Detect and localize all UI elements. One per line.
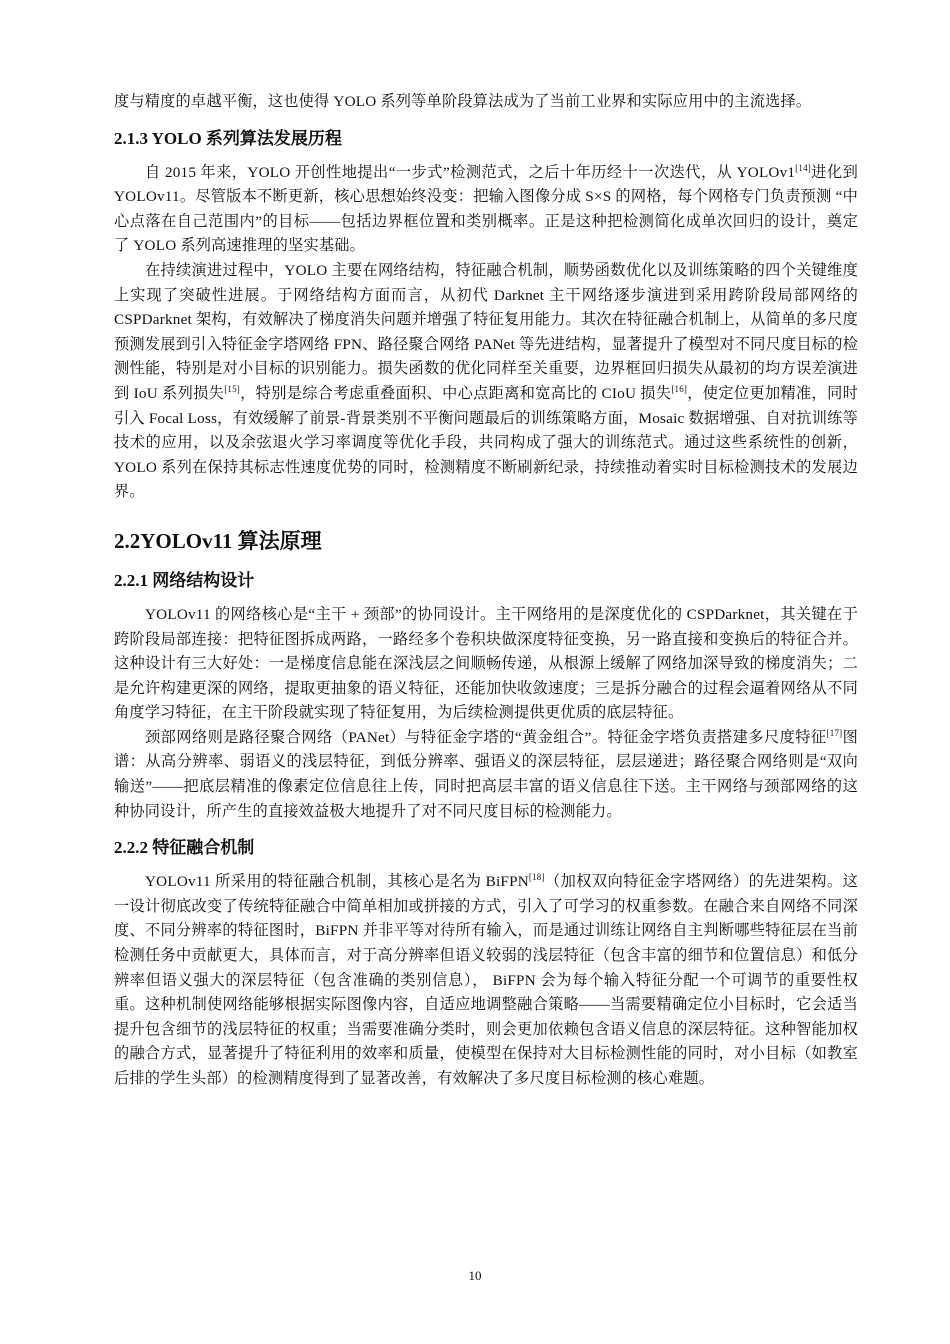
citation-ref: [14] <box>795 162 811 173</box>
text-span: 颈部网络则是路径聚合网络（PANet）与特征金字塔的“黄金组合”。特征金字塔负责搭建多尺度特征 <box>145 728 827 746</box>
text-span: （加权双向特征金字塔网络）的先进架构。这一设计彻底改变了传统特征融合中简单相加或拼接的方式，引入了可学习的权重参数。在融合来自网络不同深度、不同分辨率的特征图时，BiFPN 并非平等对待所有输入，而是通过训练让网络自主判断哪些特征层在当前检测任务中贡献更大，具体而言，对于高分辨率但语义较弱的浅层特征（包含丰富的细节和位置信息）和低分辨率但语义强大的深层特征（包含准确的类别信息）， BiFPN 会为每个输入特征分配一个可调节的重要性权重。这种机制使网络能够根据实际图像内容，自适应地调整融合策略——当需要精确定位小目标时，它会适当提升包含细节的浅层特征的权重；当需要准确分类时，则会更加依赖包含语义信息的深层特征。这种智能加权的融合方式，显著提升了特征利用的效率和质量，使模型在保持对大目标检测性能的同时，对小目标（如教室后排的学生头部）的检测精度得到了显著改善，有效解决了多尺度目标检测的核心难题。 <box>114 873 859 1087</box>
citation-ref: [18] <box>528 872 545 883</box>
text-span: YOLOv11 所采用的特征融合机制，其核心是名为 BiFPN <box>145 873 529 891</box>
page-number: 10 <box>468 1268 482 1283</box>
section-2-2-1-heading: 2.2.1 网络结构设计 <box>114 570 255 590</box>
text-span: ，使定位更加精准，同时引入 Focal Loss，有效缓解了前景-背景类别不平衡问题最后的训练策略方面，Mosaic 数据增强、自对抗训练等技术的应用，以及余弦退火学习率调度等优化手段，共同构成了强大的训练范式。通过这些系统性的创新， YOLO 系列在保持其标志性速度优势的同时，检测精度不断刷新纪录，持续推动着实时目标检测技术的发展边界。 <box>114 384 859 501</box>
text-span: 图谱：从高分辨率、弱语义的浅层特征，到低分辨率、强语义的深层特征，层层递进；路径聚合网络则是“双向输送”——把底层精准的像素定位信息往上传，同时把高层丰富的语义信息往下送。主干网络与颈部网络的这种协同设计，所产生的直接效益极大地提升了对不同尺度目标的检测能力。 <box>114 728 858 820</box>
section-2-2-heading: 2.2YOLOv11 算法原理 <box>114 528 322 553</box>
section-2-2-1-paragraph-2 <box>114 726 858 824</box>
citation-ref: [15] <box>224 383 240 394</box>
section-2-2-2-heading: 2.2.2 特征融合机制 <box>114 838 255 858</box>
section-2-2-1-paragraph-1: YOLOv11 的网络核心是“主干 + 颈部”的协同设计。主干网络用的是深度优化的 CSPDarknet，其关键在于跨阶段局部连接：把特征图拆成两路，一路经多个卷积块做深度特征变换，另一路直接和变换后的特征合并。这种设计有三大好处：一是梯度信息能在深浅层之间顺畅传递，从根源上缓解了网络加深导致的梯度消失；二是允许构建更深的网络，提取更抽象的语义特征，还能加快收敛速度；三是拆分融合的过程会逼着网络从不同角度学习特征，在主干阶段就实现了特征复用，为后续检测提供更优质的底层特征。 <box>114 605 858 722</box>
text-span: ，特别是综合考虑重叠面积、中心点距离和宽高比的 CIoU 损失 <box>239 384 672 402</box>
intro-paragraph: 度与精度的卓越平衡，这也使得 YOLO 系列等单阶段算法成为了当前工业界和实际应用中的主流选择。 <box>114 93 812 110</box>
citation-ref: [17] <box>826 727 843 738</box>
text-span: 在持续演进过程中，YOLO 主要在网络结构，特征融合机制，顺势函数优化以及训练策略的四个关键维度上实现了突破性进展。于网络结构方面而言，从初代 Darknet 主干网络逐步演进到采用跨阶段局部网络的 CSPDarknet 架构，有效解决了梯度消失问题并增强了特征复用能力。其次在特征融合机制上，从简单的多尺度预测发展到引入特征金字塔网络 FPN、路径聚合网络 PANet 等先进结构，显著提升了模型对不同尺度目标的检测性能，特别是对小目标的识别能力。损失函数的优化同样至关重要，边界框回归损失从最初的均方误差演进到 IoU 系列损失 <box>114 261 858 402</box>
section-2-1-3-paragraph-1 <box>114 161 858 259</box>
section-2-2-2-paragraph-1 <box>114 870 858 1091</box>
text-span: 自 2015 年来，YOLO 开创性地提出“一步式”检测范式，之后十年历经十一次迭代，从 YOLOv1 <box>145 163 796 181</box>
section-2-1-3-heading: 2.1.3 YOLO 系列算法发展历程 <box>114 128 342 148</box>
citation-ref: [16] <box>671 383 688 394</box>
text-span: 进化到 YOLOv11。尽管版本不断更新，核心思想始终没变：把输入图像分成 S×S 的网格，每个网格专门负责预测 “中心点落在自己范围内”的目标——包括边界框位置和类别概率。正是这种把检测简化成单次回归的设计，奠定了 YOLO 系列高速推理的坚实基础。 <box>114 163 858 255</box>
section-2-1-3-paragraph-2 <box>114 259 858 505</box>
page-content <box>114 90 858 1092</box>
